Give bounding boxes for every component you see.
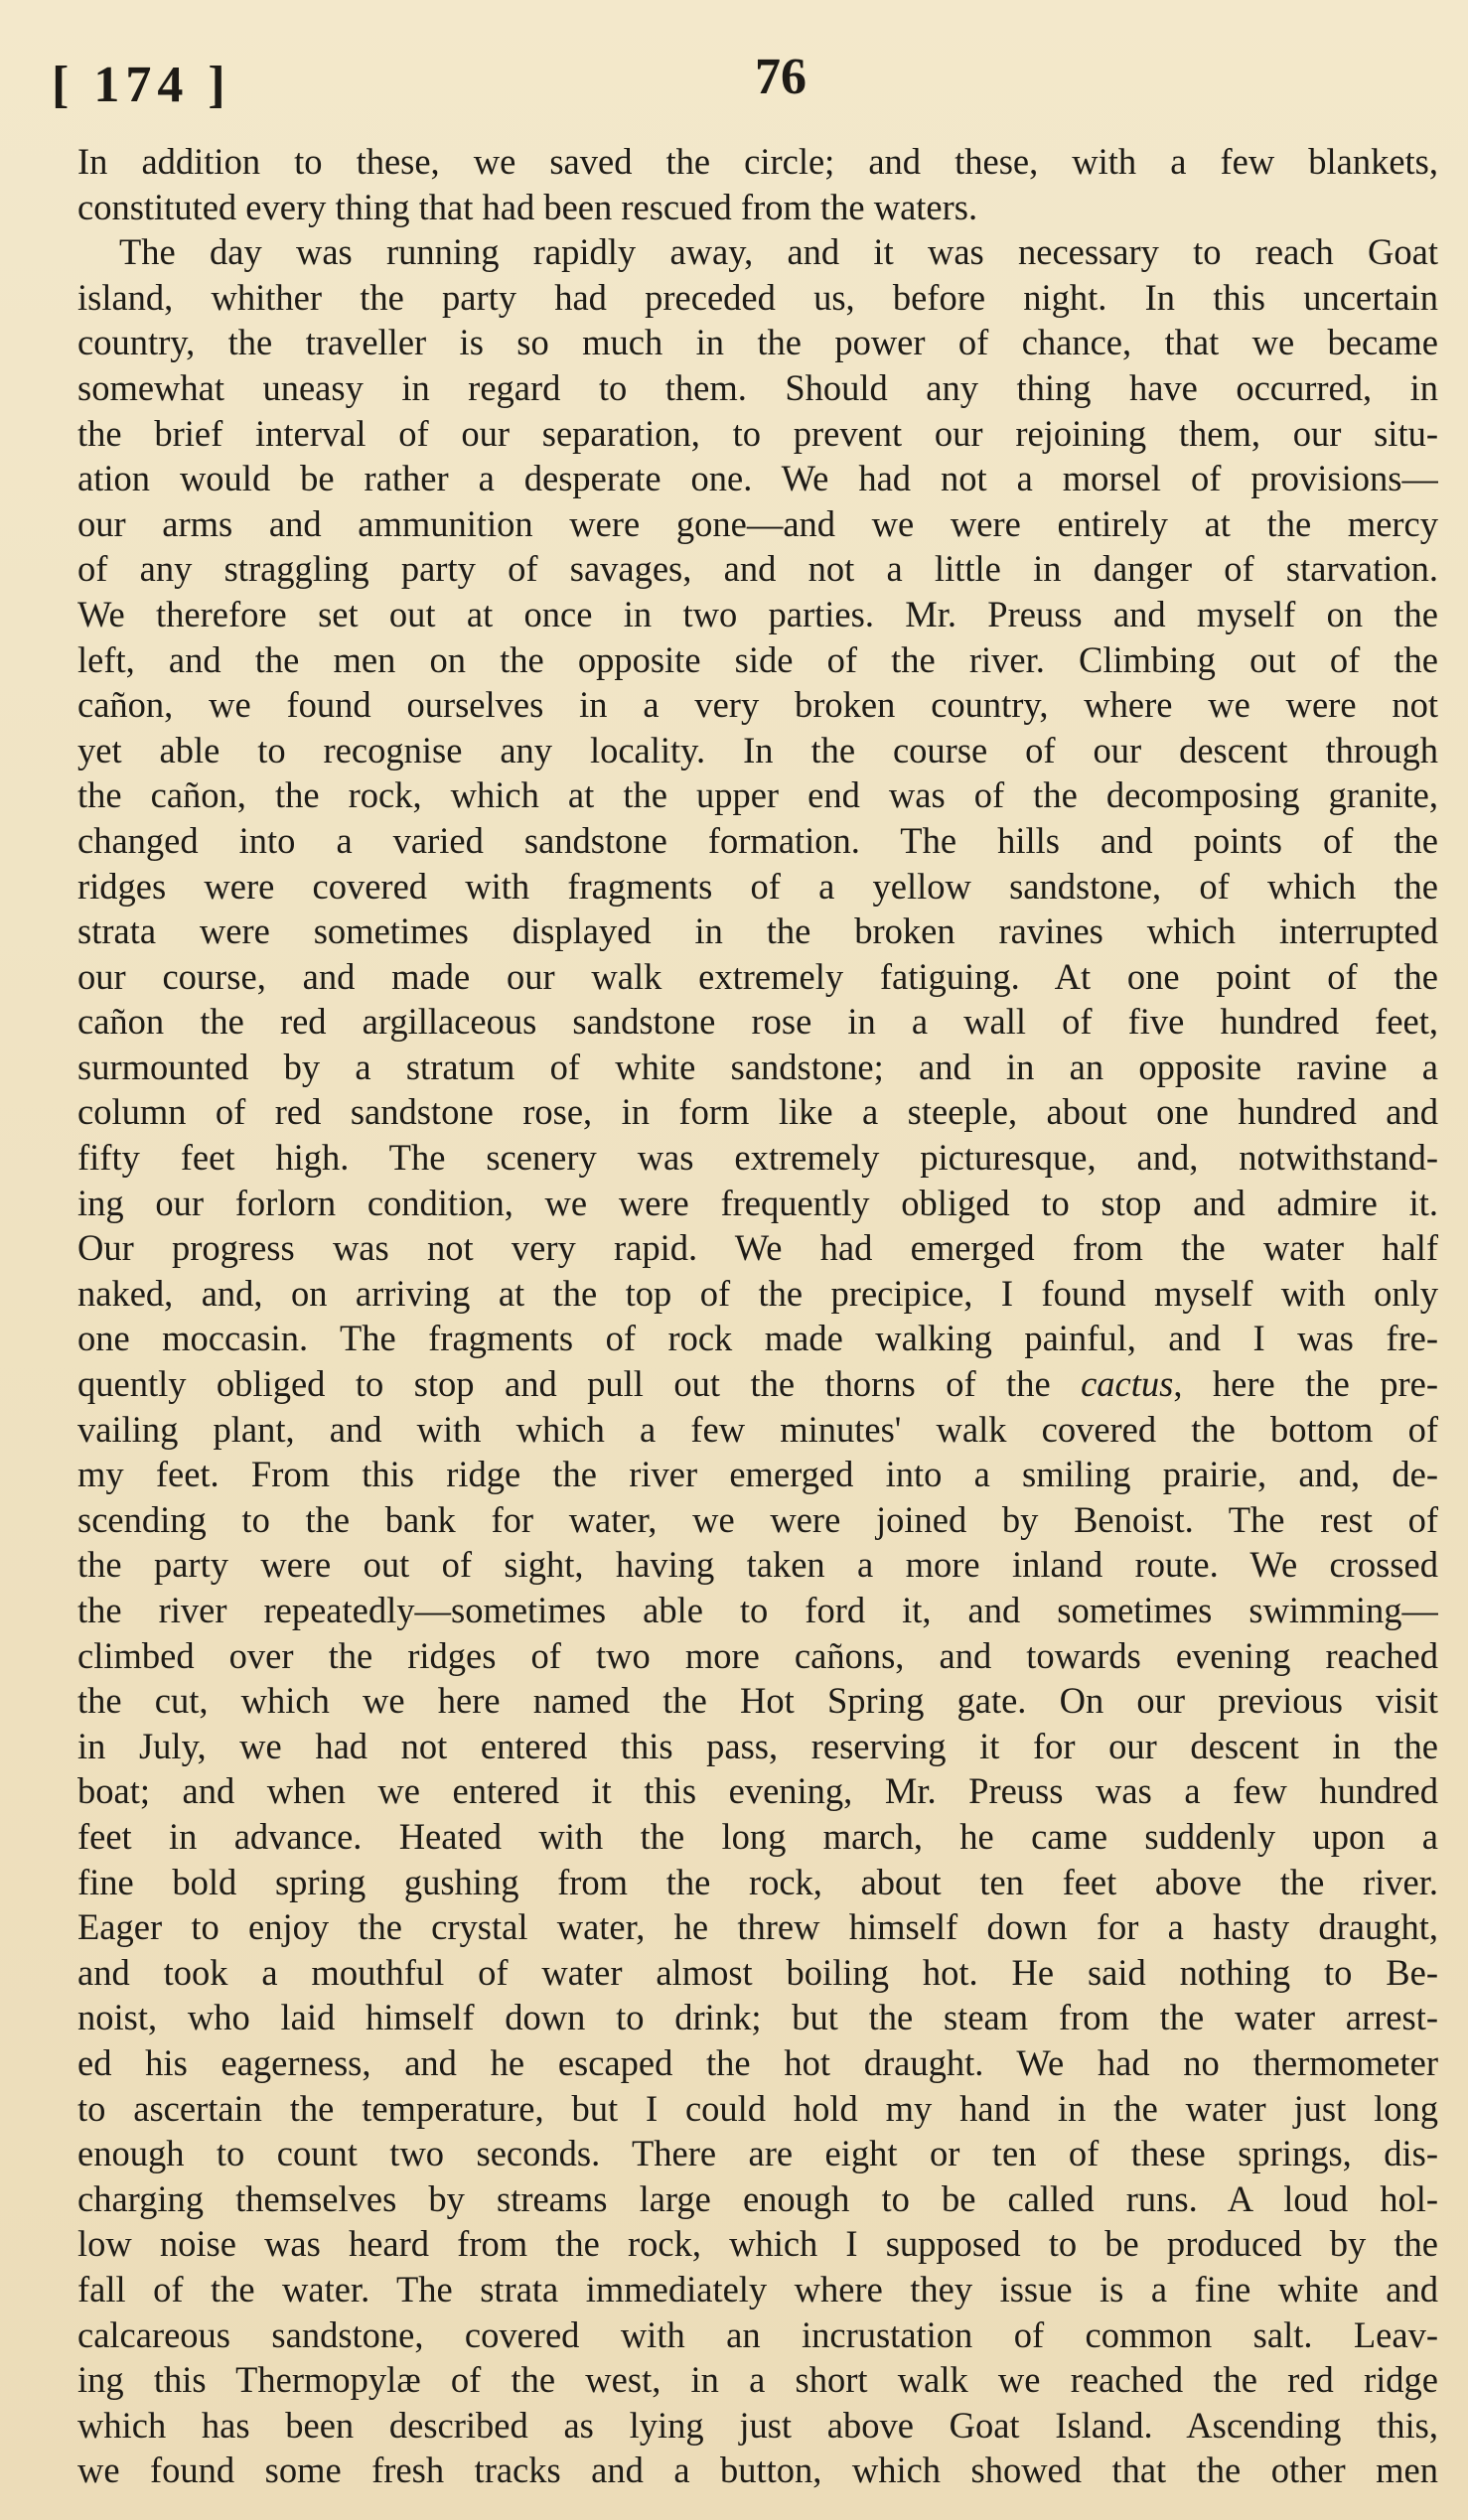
italic-word: cactus (1081, 1363, 1174, 1405)
text-line: cañon the red argillaceous sandstone rose in a wall of five hundred feet, (77, 1001, 1438, 1043)
text-line: yet able to recognise any locality. In the course of our descent through (77, 729, 1438, 770)
text-line: surmounted by a stratum of white sandstone; and in an opposite ravine a (77, 1046, 1438, 1087)
text-line: constituted every thing that had been rescued from the waters. (77, 186, 978, 227)
text-line: we found some fresh tracks and a button, which showed that the other men (77, 2450, 1438, 2491)
text-line: the brief interval of our separation, to prevent our rejoining them, our situ- (77, 412, 1438, 454)
text-line: ing our forlorn condition, we were frequently obliged to stop and admire it. (77, 1182, 1438, 1223)
text-line: charging themselves by streams large enough to be called runs. A loud hol- (77, 2177, 1438, 2219)
text-line: scending to the bank for water, we were joined by Benoist. The rest of (77, 1498, 1438, 1540)
text-line: feet in advance. Heated with the long march, he came suddenly upon a (77, 1815, 1438, 1857)
text-line: fall of the water. The strata immediately where they issue is a fine white and (77, 2268, 1438, 2310)
text-line: Our progress was not very rapid. We had emerged from the water half (77, 1227, 1438, 1269)
text-line: enough to count two seconds. There are eight or ten of these springs, dis- (77, 2133, 1438, 2174)
text-line: somewhat uneasy in regard to them. Should any thing have occurred, in (77, 366, 1438, 408)
text-line: climbed over the ridges of two more cañons, and towards evening reached (77, 1634, 1438, 1676)
body-text (77, 139, 1438, 2493)
text-line: ed his eagerness, and he escaped the hot draught. We had no thermometer (77, 2041, 1438, 2083)
text-line: boat; and when we entered it this evening, Mr. Preuss was a few hundred (77, 1770, 1438, 1812)
text-line: island, whither the party had preceded us, before night. In this uncertain (77, 276, 1438, 318)
text-line: The day was running rapidly away, and it was necessary to reach Goat (119, 231, 1438, 273)
text-line: ing this Thermopylæ of the west, in a short walk we reached the red ridge (77, 2359, 1438, 2401)
text-line: We therefore set out at once in two parties. Mr. Preuss and myself on the (77, 593, 1438, 634)
text-line: to ascertain the temperature, but I could hold my hand in the water just long (77, 2087, 1438, 2129)
text-line: the river repeatedly—sometimes able to ford it, and sometimes swimming— (77, 1590, 1438, 1630)
text-line: of any straggling party of savages, and not a little in danger of starvation. (77, 548, 1438, 590)
text-line: left, and the men on the opposite side of the river. Climbing out of the (77, 638, 1438, 680)
text-line: our arms and ammunition were gone—and we were entirely at the mercy (77, 502, 1438, 544)
text-line: noist, who laid himself down to drink; but the steam from the water arrest- (77, 1997, 1438, 2038)
text-line: the cut, which we here named the Hot Spring gate. On our previous visit (77, 1680, 1438, 1722)
text-line: in July, we had not entered this pass, reserving it for our descent in the (77, 1725, 1438, 1766)
text-line: fine bold spring gushing from the rock, about ten feet above the river. (77, 1861, 1438, 1902)
text-line: changed into a varied sandstone formation. The hills and points of the (77, 819, 1438, 861)
text-line: column of red sandstone rose, in form like a steeple, about one hundred and (77, 1091, 1438, 1133)
text-line: the cañon, the rock, which at the upper end was of the decomposing granite, (77, 774, 1438, 816)
text-line: strata were sometimes displayed in the broken ravines which interrupted (77, 910, 1438, 952)
original-page-number: [ 174 ] (52, 57, 231, 113)
text-line: naked, and, on arriving at the top of the precipice, I found myself with only (77, 1272, 1438, 1314)
text-line: the party were out of sight, having taken a more inland route. We crossed (77, 1544, 1438, 1586)
text-line: our course, and made our walk extremely fatiguing. At one point of the (77, 955, 1438, 997)
text-line: and took a mouthful of water almost boiling hot. He said nothing to Be- (77, 1951, 1438, 1993)
text-line: vailing plant, and with which a few minutes' walk covered the bottom of (77, 1408, 1438, 1450)
text-line: fifty feet high. The scenery was extremely picturesque, and, notwithstand- (77, 1137, 1438, 1179)
text-line: quently obliged to stop and pull out the thorns of the cactus, here the pre- (77, 1363, 1438, 1405)
text-line: low noise was heard from the rock, which I supposed to be produced by the (77, 2223, 1438, 2265)
page-number: 76 (755, 49, 807, 105)
text-line: calcareous sandstone, covered with an incrustation of common salt. Leav- (77, 2313, 1438, 2355)
text-line: ation would be rather a desperate one. We had not a morsel of provisions— (77, 458, 1438, 499)
text-line: cañon, we found ourselves in a very broken country, where we were not (77, 684, 1438, 726)
text-line: which has been described as lying just above Goat Island. Ascending this, (77, 2404, 1438, 2446)
text-line: one moccasin. The fragments of rock made walking painful, and I was fre- (77, 1318, 1438, 1359)
text-line: ridges were covered with fragments of a yellow sandstone, of which the (77, 865, 1438, 907)
text-line: country, the traveller is so much in the power of chance, that we became (77, 322, 1438, 363)
page-header (0, 48, 1468, 117)
text-line: Eager to enjoy the crystal water, he threw himself down for a hasty draught, (77, 1906, 1438, 1948)
text-line: In addition to these, we saved the circle; and these, with a few blankets, (77, 141, 1438, 182)
text-line: my feet. From this ridge the river emerged into a smiling prairie, and, de- (77, 1454, 1438, 1495)
